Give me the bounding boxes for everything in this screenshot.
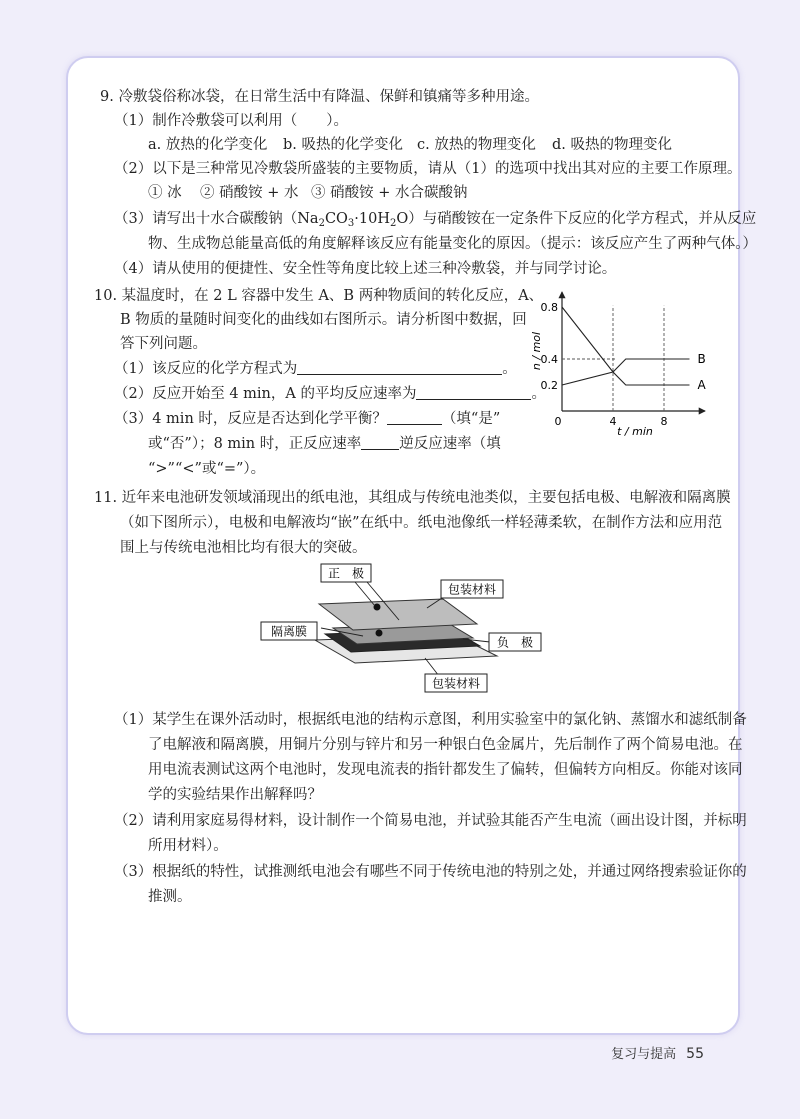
- section-title: 复习与提高: [611, 1047, 677, 1062]
- label-packaging-bottom: 包装材料: [431, 676, 481, 691]
- q11-part2-line2: 所用材料）。: [148, 838, 228, 854]
- q9-stem: 9. 冷敷袋俗称冰袋，在日常生活中有降温、保鲜和镇痛等多种用途。: [100, 89, 539, 105]
- q9-part3: （3）请写出十水合碳酸钠$(Na_2CO_3\cdot 10H_2O)$与硝酸铵在一定条件下反应的化学方程式，并从反应: [114, 211, 757, 229]
- q11-part1-line3: 用电流表测试这两个电池时，发现电流表的指针都发生了偏转，但偏转方向相反。你能对该同: [148, 762, 743, 778]
- y-tick-label: 0.4: [540, 353, 558, 366]
- q9-option-b: b. 吸热的化学变化: [283, 137, 403, 153]
- q11-part1-line2: 了电解液和隔离膜，用铜片分别与锌片和另一种银白色金属片，先后制作了两个简易电池。在: [148, 737, 743, 753]
- q10-stem-2: B 物质的量随时间变化的曲线如右图所示。请分析图中数据，回: [120, 312, 527, 328]
- q11-stem-2: （如下图所示），电极和电解液均“嵌”在纸中。纸电池像纸一样轻薄柔软，在制作方法和应用范: [120, 515, 723, 531]
- q10-part1: （1）该反应的化学方程式为 。: [114, 361, 517, 377]
- q9-option-a: a. 放热的化学变化: [148, 137, 268, 153]
- answer-blank[interactable]: [361, 435, 399, 450]
- q9-part4: （4）请从使用的便捷性、安全性等角度比较上述三种冷敷袋，并与同学讨论。: [114, 261, 617, 277]
- label-separator: 隔离膜: [270, 624, 308, 639]
- q9-option-d: d. 吸热的物理变化: [552, 137, 672, 153]
- y-tick-label: 0.2: [540, 379, 558, 392]
- q9-part1: （1）制作冷敷袋可以利用（ ）。: [114, 113, 348, 129]
- series-label-A: A: [697, 378, 706, 392]
- q11-part3-line1: （3）根据纸的特性，试推测纸电池会有哪些不同于传统电池的特别之处，并通过网络搜索验证你的: [114, 864, 747, 880]
- q11-part1-line4: 学的实验结果作出解释吗？: [148, 787, 322, 803]
- label-positive: 正 极: [327, 566, 365, 581]
- x-tick-label: 0: [554, 415, 562, 428]
- answer-blank[interactable]: [387, 410, 442, 425]
- label-negative: 负 极: [496, 635, 534, 650]
- q10-part3-line3: “>”“<”或“=”）。: [148, 461, 266, 477]
- paper-battery-diagram: [255, 560, 575, 700]
- q11-part1-line1: （1）某学生在课外活动时，根据纸电池的结构示意图，利用实验室中的氯化钠、蒸馏水和滤纸制备: [114, 712, 747, 728]
- q9-part3-line2: 物、生成物总能量高低的角度解释该反应有能量变化的原因。（提示：该反应产生了两种气体。）: [148, 236, 757, 252]
- q9-part2: （2）以下是三种常见冷敷袋所盛装的主要物质，请从（1）的选项中找出其对应的主要工作原理。: [114, 161, 742, 177]
- mol-time-chart: [520, 284, 720, 444]
- y-tick-label: 0.8: [540, 301, 558, 314]
- q10-part3-line2: 或“否”）；8 min 时，正反应速率 逆反应速率（填: [148, 436, 501, 452]
- x-tick-label: 4: [609, 415, 617, 428]
- q11-part2-line1: （2）请利用家庭易得材料，设计制作一个简易电池，并试验其能否产生电流（画出设计图，并标明: [114, 813, 747, 829]
- q9-item-3: ③ 硝酸铵 + 水合碳酸钠: [311, 185, 468, 201]
- answer-blank[interactable]: [297, 360, 502, 375]
- series-line-A: [562, 307, 690, 385]
- packaging-top: [319, 599, 477, 630]
- q9-option-c: c. 放热的物理变化: [417, 137, 536, 153]
- answer-blank[interactable]: [416, 385, 531, 400]
- q9-item-2: ② 硝酸铵 + 水: [200, 185, 299, 201]
- page-footer: [611, 1043, 704, 1062]
- q10-part3: （3）4 min 时，反应是否达到化学平衡？ （填“是”: [114, 411, 501, 427]
- q9-item-1: ① 冰: [148, 185, 182, 201]
- q10-stem-3: 答下列问题。: [120, 336, 207, 352]
- q11-stem-3: 围上与传统电池相比均有很大的突破。: [120, 540, 367, 556]
- electrode-dot: [376, 630, 383, 637]
- series-label-B: B: [697, 352, 706, 366]
- label-packaging-top: 包装材料: [447, 582, 497, 597]
- y-axis-label: n / mol: [530, 331, 543, 371]
- q10-stem-1: 10. 某温度时，在 2 L 容器中发生 A、B 两种物质间的转化反应，A、: [94, 288, 544, 304]
- series-line-B: [562, 359, 690, 385]
- x-axis-label: t / min: [617, 425, 653, 438]
- q11-part3-line2: 推测。: [148, 889, 192, 905]
- electrode-dot: [374, 604, 381, 611]
- q10-part2: （2）反应开始至 4 min，A 的平均反应速率为 。: [114, 386, 546, 402]
- page-number: 55: [686, 1046, 704, 1062]
- x-tick-label: 8: [660, 415, 668, 428]
- q11-stem-1: 11. 近年来电池研发领域涌现出的纸电池，其组成与传统电池类似，主要包括电极、电解液和隔离膜: [94, 490, 731, 506]
